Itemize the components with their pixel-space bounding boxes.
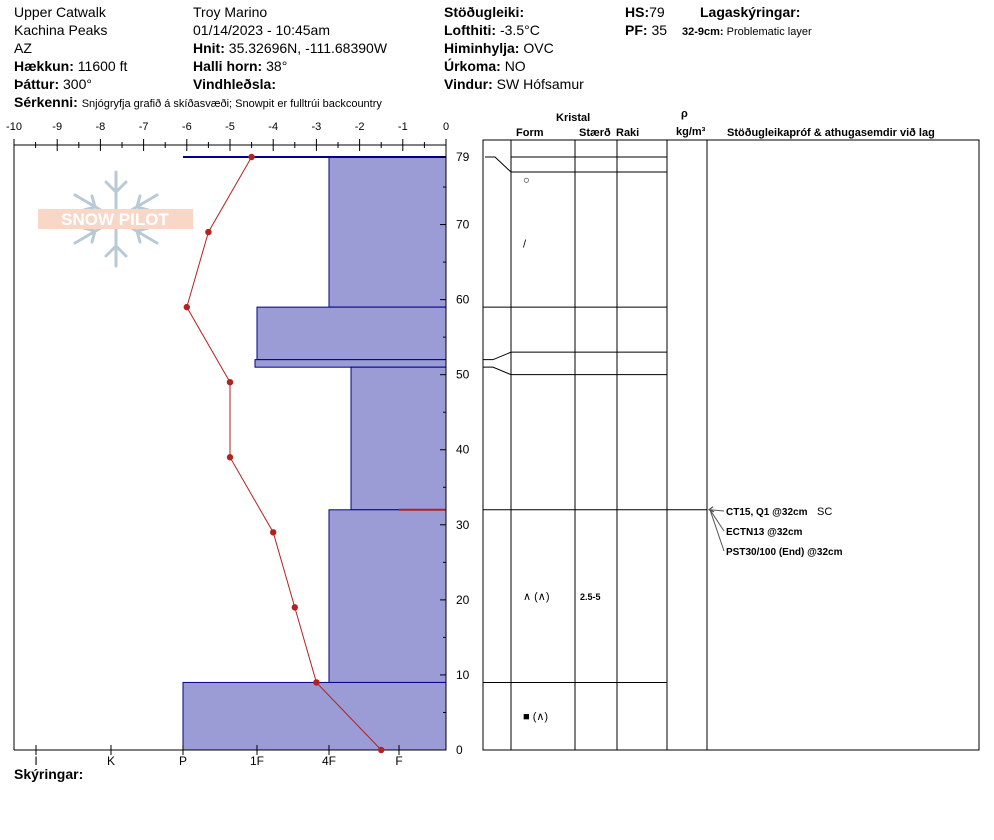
layer-notes-label: Lagaskýringar: (700, 4, 801, 20)
elevation-label: Hækkun: (14, 58, 74, 74)
temp-point-5 (270, 529, 276, 535)
hardness-bar-0 (329, 157, 446, 307)
temp-tick-label-9: -1 (397, 121, 408, 133)
layer-connector-0 (485, 157, 511, 172)
slope-label: Halli horn: (193, 58, 263, 74)
height-tick-label-3: 30 (456, 517, 470, 532)
hardness-tick-label-4: 4F (321, 754, 337, 768)
stability-test-2: PST30/100 (End) @32cm (726, 547, 843, 558)
height-tick-label-6: 60 (456, 292, 470, 307)
hardness-tick-label-1: K (106, 754, 116, 768)
crystal-form-2: ∧ (∧) (523, 591, 550, 604)
hardness-bar-1 (257, 307, 446, 360)
crystal-size-2: 2.5-5 (580, 592, 601, 603)
area-name: Kachina Peaks (14, 22, 108, 38)
temp-tick-label-6: -4 (268, 121, 279, 133)
moisture-header: Raki (616, 127, 640, 139)
snowpilot-logo-text: SNOW PILOT (61, 210, 169, 229)
hs-value: 79 (649, 4, 665, 20)
crystal-form-3: ■ (∧) (523, 711, 549, 724)
hardness-bar-3 (351, 367, 446, 510)
wind-loading-label: Vindhleðsla: (193, 76, 276, 92)
layer-connector-1 (483, 352, 511, 360)
precip-value: NO (504, 58, 526, 74)
size-header: Stærð (579, 127, 611, 139)
height-tick-label-1: 10 (456, 667, 470, 682)
state-name: AZ (14, 40, 32, 56)
legend-label: Skýringar: (14, 766, 84, 782)
temp-tick-label-2: -8 (95, 121, 106, 133)
temp-tick-label-7: -3 (311, 121, 322, 133)
height-tick-label-7: 70 (456, 217, 470, 232)
stability-test-suffix-0: SC (817, 506, 833, 518)
hardness-tick-label-3: 1F (249, 754, 265, 768)
layer-note-text: Problematic layer (726, 26, 812, 38)
temp-point-4 (227, 454, 233, 460)
air-temp-value: -3.5°C (499, 22, 540, 38)
pf-label: PF: (625, 22, 648, 38)
crystal-form-0: ○ (523, 174, 530, 187)
layer-connector-2 (483, 367, 511, 375)
temp-point-7 (313, 679, 319, 685)
crystal-form-1: / (523, 238, 527, 251)
temp-point-6 (292, 604, 298, 610)
coords-label: Hnit: (193, 40, 225, 56)
aspect-value: 300° (63, 76, 92, 92)
wind-value: SW Hófsamur (496, 76, 584, 92)
air-temp-label: Lofthiti: (444, 22, 497, 38)
stability-label: Stöðugleiki: (444, 4, 525, 20)
temp-tick-label-0: -10 (6, 121, 22, 133)
hardness-bar-4 (329, 510, 446, 683)
height-tick-label-5: 50 (456, 367, 470, 382)
height-tick-label-0: 0 (456, 743, 463, 757)
layer-note-range: 32-9cm: (682, 26, 724, 38)
height-tick-label-2: 20 (456, 592, 470, 607)
density-unit: kg/m³ (676, 126, 706, 138)
temp-tick-label-10: 0 (442, 121, 450, 133)
test-arrow-1 (710, 510, 724, 531)
test-arrowhead-2 (709, 507, 714, 512)
temp-tick-label-5: -5 (225, 121, 235, 133)
hardness-profile (183, 157, 446, 750)
stratigraphy-panel (483, 140, 979, 750)
temp-point-2 (184, 304, 190, 310)
panel-frame (483, 140, 979, 750)
aspect-label: Þáttur: (14, 76, 60, 92)
hs-label: HS: (625, 4, 650, 20)
hardness-tick-label-5: F (395, 754, 403, 768)
height-tick-label-8: 79 (456, 150, 470, 164)
hardness-bar-5 (183, 682, 446, 750)
density-symbol: ρ (681, 108, 688, 120)
site-name: Upper Catwalk (14, 4, 106, 20)
precip-label: Úrkoma: (444, 58, 501, 74)
sky-value: OVC (523, 40, 554, 56)
features-label: Sérkenni: (14, 94, 78, 110)
crystal-header: Kristal (556, 112, 591, 124)
datetime: 01/14/2023 - 10:45am (193, 22, 330, 38)
slope-value: 38° (266, 58, 288, 74)
temp-point-1 (205, 229, 211, 235)
temp-tick-label-4: -6 (181, 121, 192, 133)
temp-tick-label-1: -9 (52, 121, 63, 133)
height-tick-label-4: 40 (456, 442, 470, 457)
sky-label: Himinhylja: (444, 40, 520, 56)
stability-test-0: CT15, Q1 @32cm (726, 507, 808, 518)
hardness-bar-2 (255, 360, 446, 368)
temp-point-8 (378, 747, 384, 753)
coords-value: 35.32696N, -111.68390W (228, 40, 388, 56)
temp-tick-label-8: -2 (354, 121, 365, 133)
temp-point-3 (227, 379, 233, 385)
pf-value: 35 (651, 22, 668, 38)
features-value: Snjógryfja grafið á skíðasvæði; Snowpit er fulltrúi backcountry (81, 98, 382, 110)
snowpilot-logo (38, 172, 193, 266)
wind-label: Vindur: (444, 76, 493, 92)
temp-tick-label-3: -7 (138, 121, 149, 133)
stability-test-1: ECTN13 @32cm (726, 527, 803, 538)
elevation-value: 11600 ft (77, 58, 128, 74)
temp-point-0 (248, 154, 254, 160)
hardness-tick-label-0: I (34, 754, 38, 768)
form-header: Form (516, 127, 544, 139)
test-arrow-2 (710, 510, 724, 551)
tests-header: Stöðugleikapróf & athugasemdir við lag (727, 127, 935, 139)
hardness-tick-label-2: P (178, 754, 188, 768)
observer: Troy Marino (193, 4, 268, 20)
